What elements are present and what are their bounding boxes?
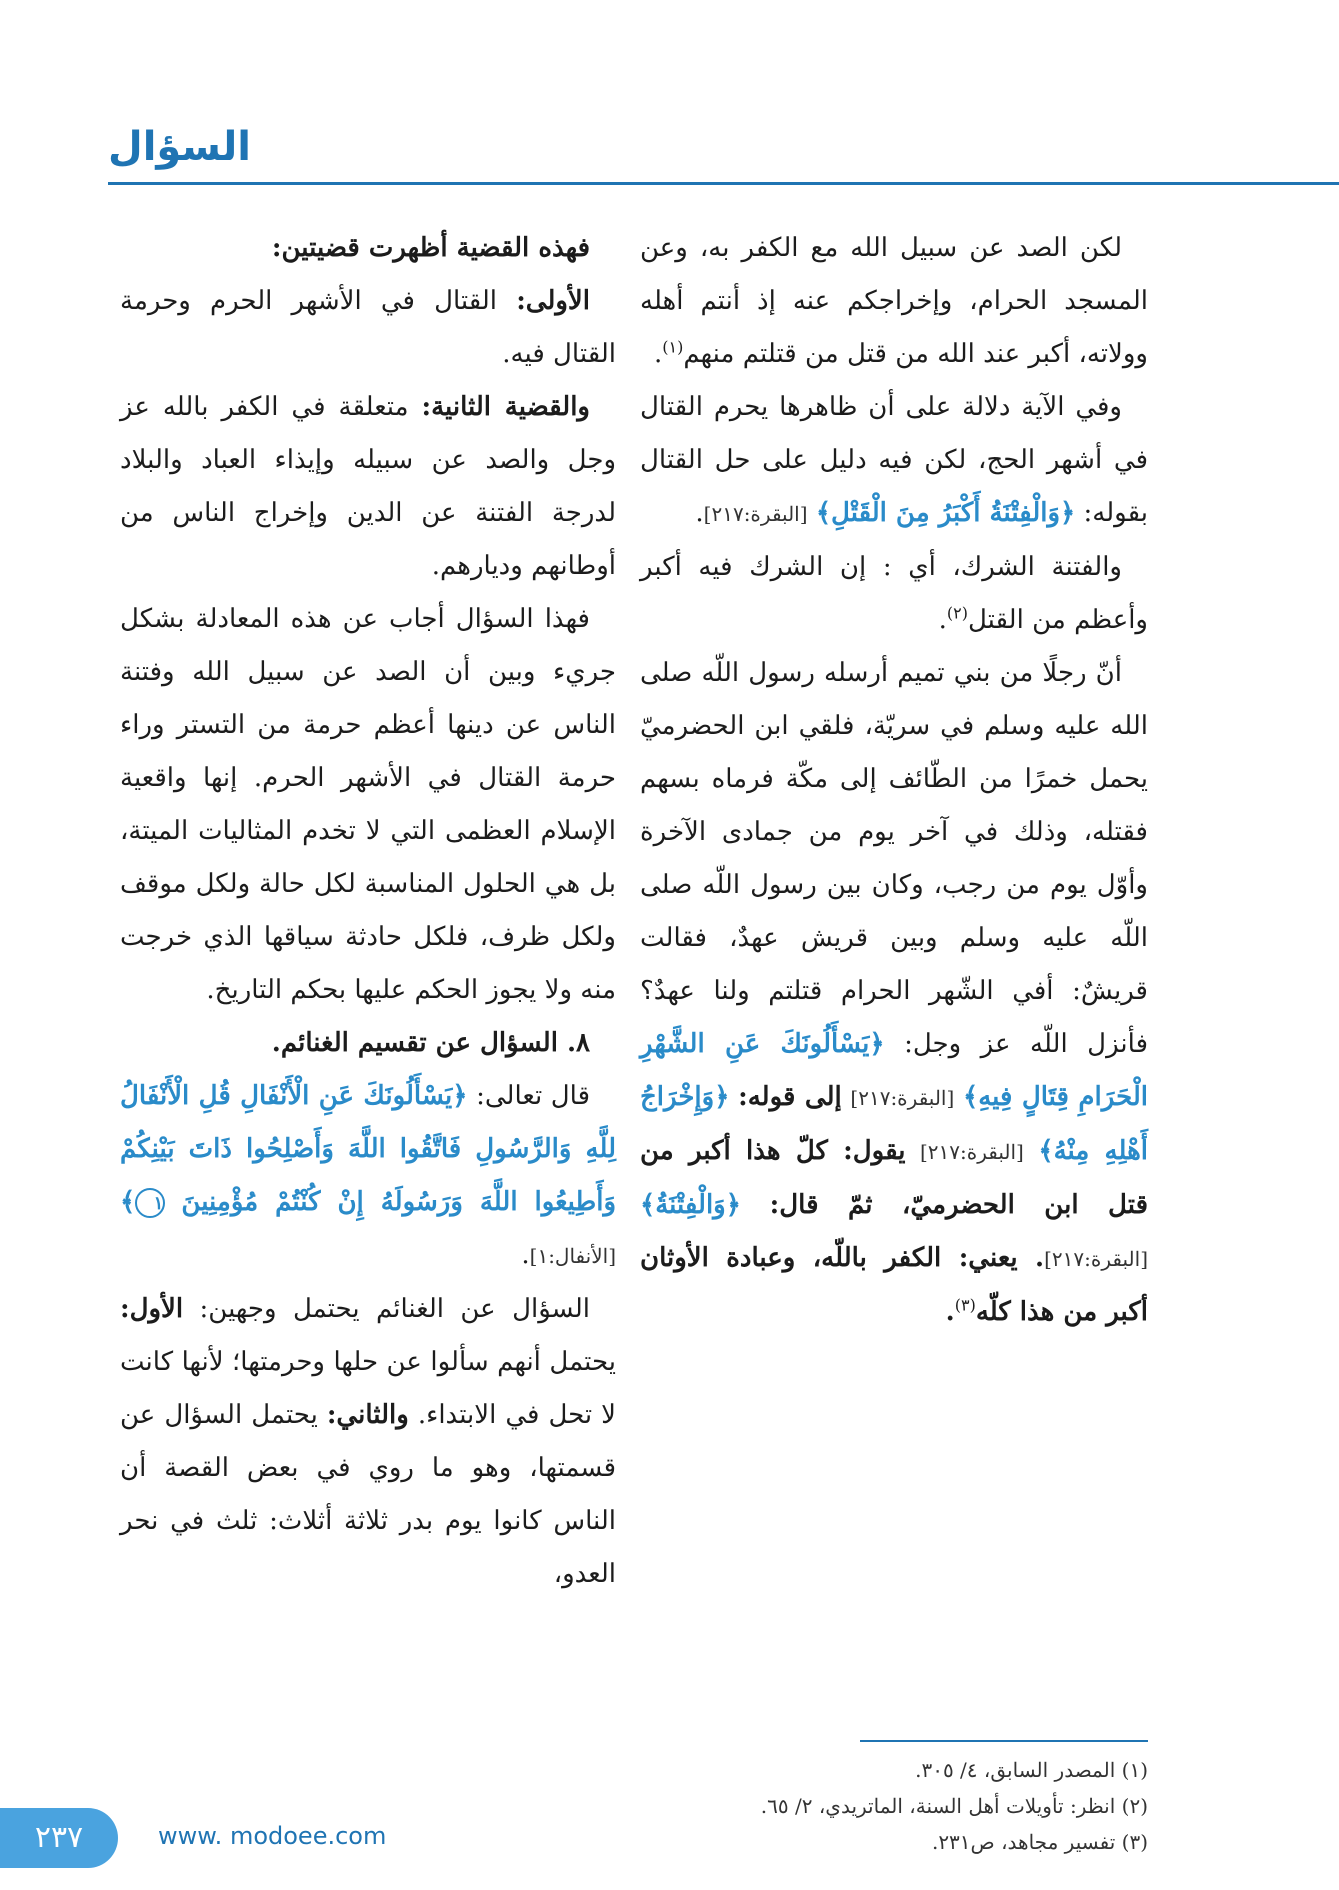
item-label: والقضية الثانية: — [421, 392, 590, 422]
paragraph-text: يحتمل السؤال عن قسمتها، وهو ما روي في بعض القصة أن الناس كانوا يوم بدر ثلاثة أثلاث: ثلث في نحر العدو، — [120, 1400, 616, 1589]
punctuation: . — [945, 1297, 955, 1327]
verse-reference: [البقرة:٢١٧] — [1044, 1247, 1148, 1271]
page-header — [108, 120, 1339, 186]
paragraph: فهذه القضية أظهرت قضيتين: — [271, 233, 590, 263]
verse-reference: [البقرة:٢١٧] — [919, 1140, 1024, 1164]
footnote-ref[interactable]: (١) — [662, 337, 684, 357]
paragraph-text: أنّ رجلًا من بني تميم أرسله رسول اللّه صلى الله عليه وسلم في سريّة، فلقي ابن الحضرميّ يحمل خمرًا من الطّائف إلى مكّة فرماه بسهم فقتله، وذلك في آخر يوم من جمادى الآخرة وأوّل يوم من رجب، وكان بين رسول اللّه صلى اللّه عليه وسلم وبين قريش عهدٌ، فقالت قريشٌ: أفي الشّهر الحرام قتلتم ولنا عهدٌ؟ فأنزل اللّه عز وجل: — [640, 658, 1148, 1059]
quran-bracket-close: ﴾ — [1038, 1136, 1054, 1166]
footnote-divider — [860, 1740, 1148, 1742]
item-label: الأول: — [120, 1294, 184, 1324]
footnotes — [640, 1752, 1148, 1860]
paragraph — [120, 275, 616, 381]
paragraph-text: يحتمل أنهم سألوا عن حلها وحرمتها؛ لأنها كانت لا تحل في الابتداء. — [120, 1347, 616, 1430]
paragraph — [120, 1070, 616, 1283]
header-divider — [108, 182, 1339, 185]
paragraph-text: قال تعالى: — [476, 1081, 591, 1111]
paragraph — [640, 541, 1148, 647]
paragraph-text: القتال في الأشهر الحرم وحرمة القتال فيه. — [120, 286, 616, 369]
footnote-text: المصدر السابق، ٤/ ٣٠٥. — [915, 1758, 1116, 1782]
paragraph-text: إلى قوله: — [738, 1082, 842, 1112]
item-label: والثاني: — [326, 1400, 409, 1430]
quran-bracket-close: ﴾ — [962, 1082, 979, 1112]
paragraph-text: . يعني: الكفر باللّه، وعبادة الأوثان أكبر من هذا كلّه — [640, 1243, 1148, 1327]
paragraph-text: والفتنة الشرك، أي : إن الشرك فيه أكبر وأعظم من القتل — [640, 552, 1148, 635]
item-label: الأولى: — [516, 286, 590, 316]
verse-reference: [البقرة:٢١٧] — [703, 502, 808, 526]
paragraph-text: لكن الصد عن سبيل الله مع الكفر به، وعن المسجد الحرام، وإخراجكم عنه إذ أنتم أهله وولاته، أكبر عند الله من قتل من قتلتم منهم — [640, 233, 1148, 369]
left-column — [120, 222, 616, 1601]
paragraph — [120, 381, 616, 593]
quran-verse: وَإِخْرَاجُ أَهْلِهِ مِنْهُ — [640, 1082, 1149, 1166]
paragraph-text: متعلقة في الكفر بالله عز وجل والصد عن سبيله وإيذاء العباد والبلاد لدرجة الفتنة عن الدين وإخراج الناس من أوطانهم وديارهم. — [120, 392, 616, 581]
quran-verse: يَسْأَلُونَكَ عَنِ الشَّهْرِ الْحَرَامِ قِتَالٍ فِيهِ — [640, 1029, 1149, 1112]
paragraph: فهذا السؤال أجاب عن هذه المعادلة بشكل جريء وبين أن الصد عن سبيل الله وفتنة الناس عن دينها أعظم حرمة من التستر وراء حرمة القتال في الأشهر الحرم. إنها واقعية الإسلام العظمى التي لا تخدم المثاليات الميتة، بل هي الحلول المناسبة لكل حالة ولكل موقف ولكل ظرف، فلكل حادثة سياقها الذي خرجت منه ولا يجوز الحكم عليها بحكم التاريخ. — [120, 604, 616, 1005]
right-column — [640, 222, 1148, 1339]
header-title: السؤال — [108, 124, 251, 170]
punctuation: . — [654, 339, 663, 369]
quran-bracket-close: ﴾ — [120, 1187, 136, 1217]
quran-verse: وَالْفِتْنَةُ أَكْبَرُ مِنَ الْقَتْلِ — [831, 498, 1061, 528]
section-title: ٨. السؤال عن تقسيم الغنائم. — [271, 1028, 590, 1058]
footnote-text: انظر: تأويلات أهل السنة، الماتريدي، ٢/ ٦٥. — [760, 1794, 1116, 1818]
page-number: ٢٣٧ — [0, 1808, 118, 1868]
footnote-number: (٣) — [1121, 1830, 1148, 1854]
paragraph — [640, 381, 1148, 541]
website-link[interactable]: www. modoee.com — [158, 1822, 387, 1850]
paragraph — [640, 222, 1148, 381]
footnote — [640, 1752, 1148, 1788]
punctuation: . — [521, 1240, 530, 1270]
paragraph-text: يقول: كلّ هذا أكبر من قتل ابن الحضرميّ، ثمّ قال: — [640, 1136, 1148, 1220]
punctuation: . — [938, 605, 947, 635]
footnote — [640, 1824, 1148, 1860]
quran-bracket-open: ﴿ — [452, 1081, 468, 1111]
quran-bracket-open: ﴿ — [1060, 498, 1076, 528]
verse-number-icon: ١ — [135, 1188, 165, 1218]
paragraph-text: وفي الآية دلالة على أن ظاهرها يحرم القتال في أشهر الحج، لكن فيه دليل على حل القتال بقوله: — [640, 392, 1148, 528]
footnote-ref[interactable]: (٣) — [954, 1295, 976, 1315]
punctuation: . — [695, 498, 704, 528]
quran-verse: يَسْأَلُونَكَ عَنِ الْأَنْفَالِ قُلِ الْأَنْفَالُ لِلَّهِ وَالرَّسُولِ فَاتَّقُوا اللَّهَ وَأَصْلِحُوا ذَاتَ بَيْنِكُمْ وَأَطِيعُوا اللَّهَ وَرَسُولَهُ إِنْ كُنْتُمْ مُؤْمِنِينَ — [120, 1081, 617, 1217]
quran-bracket-open: ﴿ — [725, 1190, 741, 1220]
verse-reference: [البقرة:٢١٧] — [850, 1086, 955, 1110]
quran-bracket-close: ﴾ — [640, 1190, 656, 1220]
footnote-number: (٢) — [1121, 1794, 1148, 1818]
quran-verse: وَالْفِتْنَةُ — [655, 1190, 726, 1220]
paragraph — [640, 647, 1148, 1339]
quran-bracket-open: ﴿ — [869, 1029, 885, 1059]
paragraph-text: السؤال عن الغنائم يحتمل وجهين: — [199, 1294, 590, 1324]
footnote-ref[interactable]: (٢) — [946, 603, 968, 623]
footnote — [640, 1788, 1148, 1824]
paragraph — [120, 1283, 616, 1601]
verse-reference: [الأنفال:١] — [529, 1244, 616, 1268]
quran-bracket-close: ﴾ — [815, 498, 832, 528]
quran-bracket-open: ﴿ — [714, 1082, 730, 1112]
footnote-number: (١) — [1121, 1758, 1148, 1782]
footnote-text: تفسير مجاهد، ص٢٣١. — [931, 1830, 1116, 1854]
